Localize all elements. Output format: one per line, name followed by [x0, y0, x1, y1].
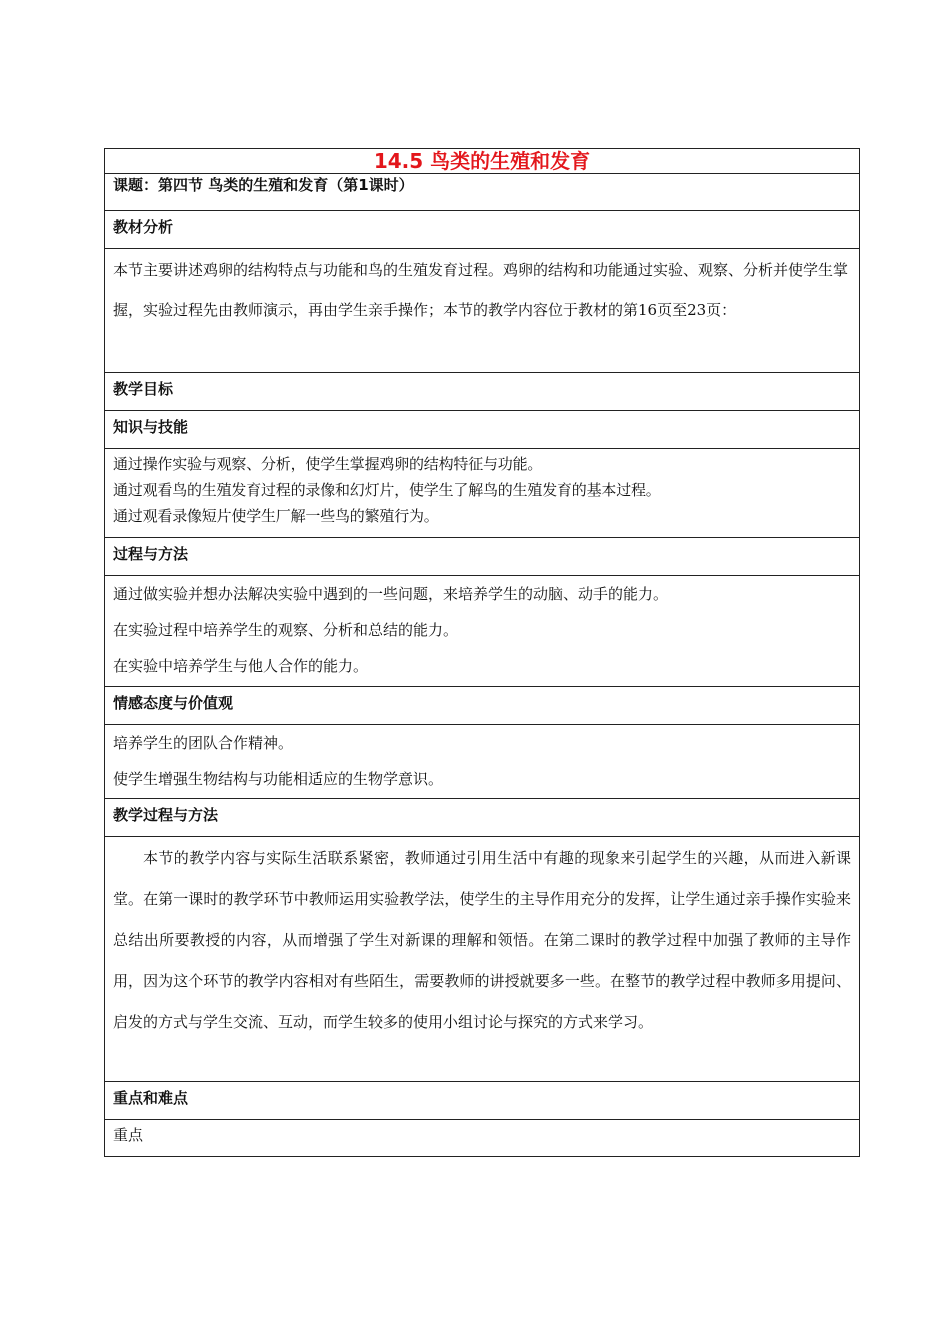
attitude-values-row: [105, 725, 859, 799]
list-item: 通过做实验并想办法解决实验中遇到的一些问题，来培养学生的动脑、动手的能力。: [113, 585, 669, 603]
objectives-heading: 教学目标: [113, 380, 174, 398]
lesson-plan-table: [104, 148, 860, 1157]
list-item: 通过观看录像短片使学生厂解一些鸟的繁殖行为。: [113, 507, 439, 525]
material-analysis-row: [105, 249, 859, 373]
key-difficult-heading-row: [105, 1082, 859, 1120]
teaching-process-heading-row: [105, 799, 859, 837]
material-analysis-heading-row: [105, 211, 859, 249]
topic-label: 课题：第四节 鸟类的生殖和发育（第1课时）: [113, 176, 414, 194]
teaching-process-row: [105, 837, 859, 1082]
process-method-row: [105, 576, 859, 687]
knowledge-skills-heading-row: [105, 411, 859, 449]
list-item: 通过操作实验与观察、分析，使学生掌握鸡卵的结构特征与功能。: [113, 455, 543, 473]
knowledge-skills-heading: 知识与技能: [113, 418, 189, 436]
attitude-values-heading: 情感态度与价值观: [113, 694, 234, 712]
key-difficult-row: [105, 1120, 859, 1156]
list-item: 培养学生的团队合作精神。: [113, 734, 294, 752]
list-item: 通过观看鸟的生殖发育过程的录像和幻灯片，使学生了解鸟的生殖发育的基本过程。: [113, 481, 661, 499]
title-row: [105, 149, 859, 174]
material-analysis-heading: 教材分析: [113, 218, 174, 236]
key-difficult-heading: 重点和难点: [113, 1089, 189, 1107]
list-item: 在实验过程中培养学生的观察、分析和总结的能力。: [113, 621, 459, 639]
list-item: 重点: [113, 1126, 144, 1144]
list-item: 在实验中培养学生与他人合作的能力。: [113, 657, 369, 675]
process-method-heading-row: [105, 538, 859, 576]
document-title: 14.5 鸟类的生殖和发育: [373, 149, 591, 173]
knowledge-skills-row: [105, 449, 859, 538]
process-method-heading: 过程与方法: [113, 545, 189, 563]
objectives-heading-row: [105, 373, 859, 411]
topic-row: [105, 174, 859, 211]
list-item: 使学生增强生物结构与功能相适应的生物学意识。: [113, 770, 444, 788]
attitude-values-heading-row: [105, 687, 859, 725]
teaching-process-heading: 教学过程与方法: [113, 806, 219, 824]
teaching-process-text: 本节的教学内容与实际生活联系紧密，教师通过引用生活中有趣的现象来引起学生的兴趣，从而进入新课堂。在第一课时的教学环节中教师运用实验教学法，使学生的主导作用充分的发挥，让学生通过亲手操作实验来总结出所要教授的内容，从而增强了学生对新课的理解和领悟。在第二课时的教学过程中加强了教师的主导作用，因为这个环节的教学内容相对有些陌生，需要教师的讲授就要多一些。在整节的教学过程中教师多用提问、启发的方式与学生交流、互动，而学生较多的使用小组讨论与探究的方式来学习。: [113, 849, 851, 1031]
material-analysis-text: 本节主要讲述鸡卵的结构特点与功能和鸟的生殖发育过程。鸡卵的结构和功能通过实验、观察、分析并使学生掌握，实验过程先由教师演示，再由学生亲手操作；本节的教学内容位于教材的第16页至23页：: [113, 261, 849, 319]
